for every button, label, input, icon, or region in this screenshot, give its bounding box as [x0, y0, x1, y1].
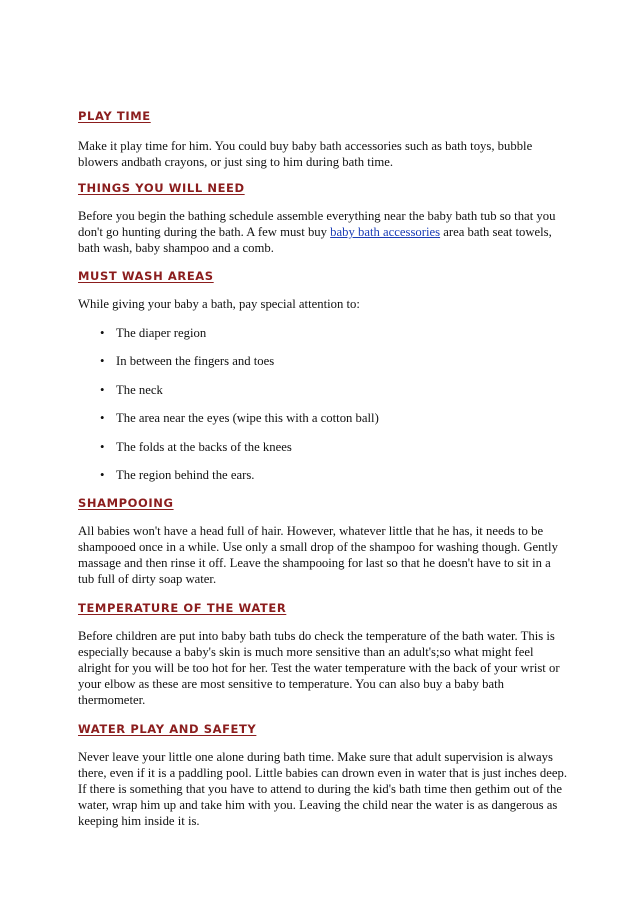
- section-water-play-and-safety: [78, 721, 568, 829]
- text-run: Before children are put into baby bath tubs: [78, 629, 296, 644]
- list-item-text: The diaper region: [116, 326, 207, 340]
- bullet: •: [100, 467, 105, 482]
- list-item: [100, 325, 568, 341]
- list-item-text: The folds at the backs of the knees: [116, 439, 292, 454]
- heading-things-you-will-need: THINGS YOU WILL NEED: [78, 181, 245, 195]
- paragraph-temperature: [78, 628, 568, 708]
- section-play-time: [78, 108, 568, 170]
- paragraph-shampooing: All babies won't have a head full of hair. However, whatever little that he has, it needs to be shampooed once in a while. Use only a small drop of the shampoo for washing though. Gently massage and then rinse it off. Leave the shampooing for last so that he doesn't have to sit in a tub full of dirty soap water.: [78, 524, 558, 587]
- section-things-you-will-need: [78, 180, 568, 256]
- bullet: •: [100, 382, 105, 397]
- bullet: •: [100, 354, 105, 369]
- heading-shampooing: SHAMPOOING: [78, 496, 174, 511]
- list-item-text: In between the fingers and toes: [116, 354, 275, 369]
- section-must-wash-areas: [78, 268, 568, 483]
- paragraph-play-time: Make it play time for him. You could buy baby bath accessories such as bath toys, bubble blowers andbath crayons, or just sing to him during bath time.: [78, 139, 533, 169]
- list-item-text: The neck: [116, 382, 163, 397]
- bullet: •: [100, 439, 105, 454]
- bullet: •: [100, 411, 105, 426]
- list-item: [100, 382, 568, 398]
- list-item: [100, 439, 568, 455]
- list-item-text: The region behind the ears.: [116, 467, 255, 482]
- section-temperature-of-the-water: [78, 600, 568, 708]
- paragraph-must-wash-intro: While giving your baby a bath, pay special attention to:: [78, 297, 360, 311]
- wash-areas-list: [78, 325, 568, 483]
- text-run: do check the temperature of the bath water. This is especially because a baby's skin is much more sensitive than an adult's;so what might feel alright for you will be too hot for her. Test the water temperature with the back of your wrist or your elbow as these are most sensitive to temperature. You can also buy a baby bath thermometer.: [78, 629, 560, 708]
- text-run: towels, bath wash, baby shampoo and a comb.: [78, 225, 552, 255]
- list-item: [100, 410, 568, 426]
- document-body: [78, 108, 568, 839]
- text-run: so that you don't go hunting during the bath. A few must buy: [78, 209, 556, 239]
- heading-play-time: PLAY TIME: [78, 109, 151, 123]
- paragraph-things-you-will-need: [78, 208, 568, 256]
- section-shampooing: [78, 495, 568, 587]
- list-item: [100, 467, 568, 483]
- link-baby-bath-accessories[interactable]: baby bath accessories: [330, 225, 441, 239]
- text-run: Before you begin the bathing schedule assemble everything near the baby bath tub: [78, 209, 497, 223]
- heading-must-wash-areas: MUST WASH AREAS: [78, 269, 214, 283]
- bullet: •: [100, 326, 105, 340]
- text-run: area bath seat: [440, 225, 513, 239]
- paragraph-water-play-and-safety: Never leave your little one alone during bath time. Make sure that adult supervision is always there, even if it is a paddling pool. Little babies can drown even in water that is just inches deep. If there is something that you have to attend to during the kid's bath time then gethim out of the water, wrap him up and take him with you. Leaving the child near the water is as dangerous as keeping him inside it is.: [78, 750, 568, 829]
- list-item: [100, 353, 568, 369]
- heading-temperature-of-the-water: TEMPERATURE OF THE WATER: [78, 601, 287, 616]
- list-item-text: The area near the eyes (wipe this with a cotton ball): [116, 411, 379, 426]
- heading-water-play-and-safety: WATER PLAY AND SAFETY: [78, 722, 257, 737]
